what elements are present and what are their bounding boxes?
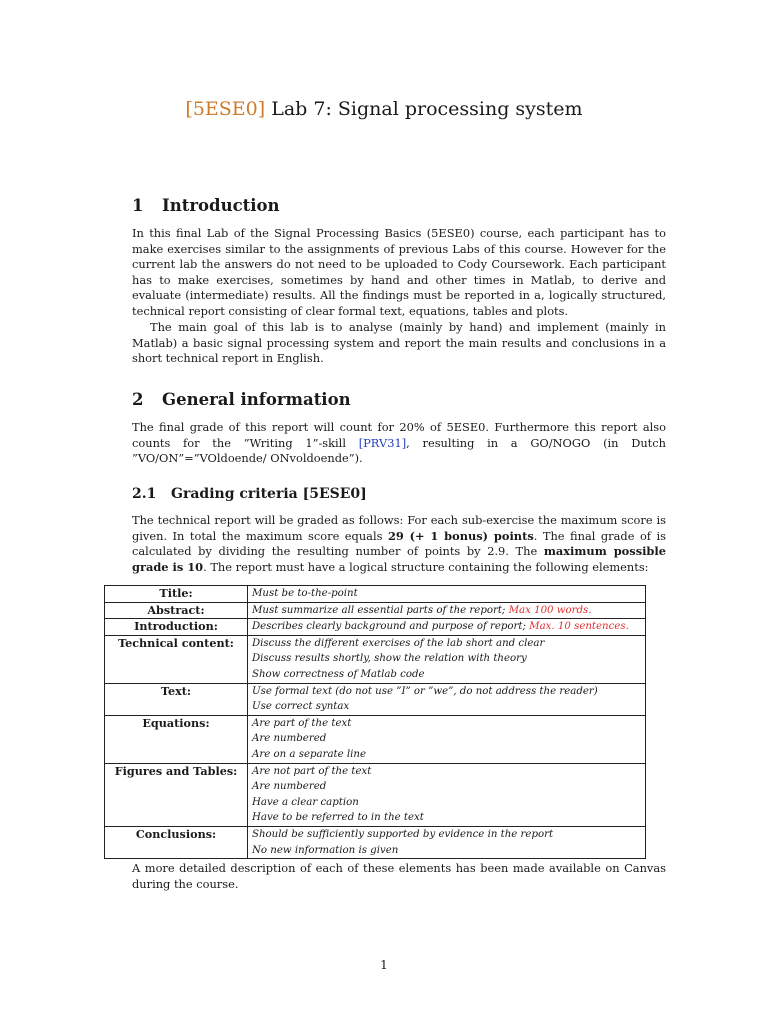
table-row: [105, 635, 646, 683]
row-label: Figures and Tables:: [105, 763, 248, 826]
section-heading-introduction: 1 Introduction: [132, 196, 280, 215]
document-title: [0, 98, 768, 120]
row-description: Are part of the text Are numbered Are on a separate line: [248, 715, 646, 763]
grading-paragraph: The technical report will be graded as follows: For each sub-exercise the maximum score is given. In total the maximum score equals 29 (+ 1 bonus) points. The final grade of is calculated by dividing the resulting number of points by 2.9. The maximum possible grade is 10. The report must have a logical structure containing the following elements:: [132, 513, 666, 574]
row-description: Discuss the different exercises of the lab short and clear Discuss results shortly, show the relation with theory Show correctness of Matlab code: [248, 635, 646, 683]
table-row: [105, 602, 646, 619]
intro-paragraph-2: The main goal of this lab is to analyse (mainly by hand) and implement (mainly in Matlab) a basic signal processing system and report the main results and conclusions in a short technical report in English.: [132, 320, 666, 366]
row-description: Should be sufficiently supported by evidence in the report No new information is given: [248, 826, 646, 858]
table-row: [105, 619, 646, 636]
sentence-limit-note: Max. 10 sentences.: [529, 621, 629, 633]
table-row: [105, 586, 646, 603]
row-label: Title:: [105, 586, 248, 603]
course-code: [5ESE0]: [185, 98, 266, 120]
row-label: Text:: [105, 683, 248, 715]
section-heading-general-information: 2 General information: [132, 390, 351, 409]
word-limit-note: Max 100 words.: [508, 604, 592, 616]
row-description: Must summarize all essential parts of the report; Max 100 words.: [248, 602, 646, 619]
row-label: Abstract:: [105, 602, 248, 619]
title-text: Lab 7: Signal processing system: [271, 98, 583, 120]
table-row: [105, 715, 646, 763]
table-row: [105, 826, 646, 858]
row-label: Introduction:: [105, 619, 248, 636]
row-label: Technical content:: [105, 635, 248, 683]
row-label: Equations:: [105, 715, 248, 763]
row-label: Conclusions:: [105, 826, 248, 858]
grading-table: [104, 585, 646, 859]
citation-link[interactable]: [PRV31]: [358, 435, 407, 450]
table-row: [105, 683, 646, 715]
subsection-heading-grading-criteria: 2.1 Grading criteria [5ESE0]: [132, 486, 367, 502]
row-description: Must be to-the-point: [248, 586, 646, 603]
closing-paragraph: A more detailed description of each of these elements has been made available on Canvas during the course.: [132, 861, 666, 891]
row-description: Use formal text (do not use ”I” or ”we”, do not address the reader) Use correct syntax: [248, 683, 646, 715]
table-row: [105, 763, 646, 826]
row-description: Are not part of the text Are numbered Have a clear caption Have to be referred to in the text: [248, 763, 646, 826]
row-description: Describes clearly background and purpose of report; Max. 10 sentences.: [248, 619, 646, 636]
page-number: 1: [380, 958, 388, 972]
general-info-paragraph: The final grade of this report will count for 20% of 5ESE0. Furthermore this report also counts for the ”Writing 1”-skill [PRV31], resulting in a GO/NOGO (in Dutch ”VO/ON”=”VOldoende/ ONvoldoende”).: [132, 420, 666, 466]
intro-paragraph-1: In this final Lab of the Signal Processing Basics (5ESE0) course, each participant has to make exercises similar to the assignments of previous Labs of this course. However for the current lab the answers do not need to be uploaded to Cody Coursework. Each participant has to make exercises, sometimes by hand and other times in Matlab, to derive and evaluate (intermediate) results. All the findings must be reported in a, logically structured, technical report consisting of clear formal text, equations, tables and plots.: [132, 226, 666, 318]
